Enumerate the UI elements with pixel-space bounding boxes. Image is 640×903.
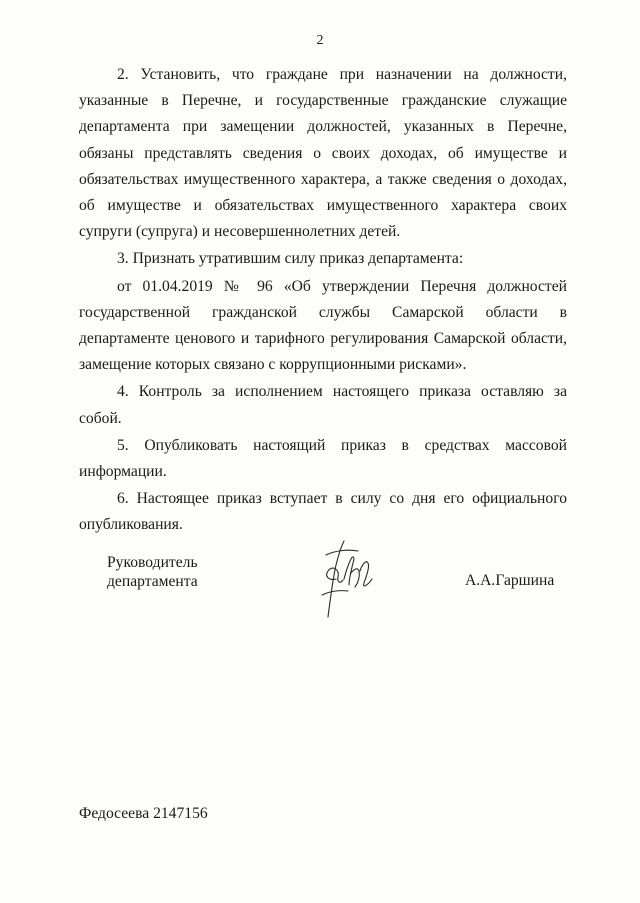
paragraph-item-3-order-reference: от 01.04.2019 № 96 «Об утверждении Перечня должностей государственной гражданской службы Самарской области в департаменте ценового и тарифного регулирования Самарской области, замещение которых связано с коррупционными рисками».	[79, 277, 567, 374]
signatory-position	[107, 553, 198, 591]
executor-info: Федосеева 2147156	[79, 805, 208, 822]
page-number: 2	[316, 33, 324, 48]
paragraph-item-3: 3. Признать утратившим силу приказ департамента:	[117, 250, 464, 268]
signatory-position-line1: Руководитель	[107, 554, 198, 571]
paragraph-item-6: 6. Настоящее приказ вступает в силу со дня его официального опубликования.	[79, 490, 567, 534]
paragraph-item-2: 2. Установить, что граждане при назначении на должности, указанные в Перечне, и государственные гражданские служащие департамента при замещении должностей, указанных в Перечне, обязаны представлять сведения о своих доходах, об имуществе и обязательствах имущественного характера, а также сведения о доходах, об имуществе и обязательствах имущественного характера своих супруги (супруга) и несовершеннолетних детей.	[79, 66, 567, 241]
signatory-position-line2: департамента	[107, 573, 198, 590]
document-body	[79, 62, 567, 539]
handwritten-signature	[318, 535, 380, 623]
paragraph-item-5: 5. Опубликовать настоящий приказ в средствах массовой информации.	[79, 436, 567, 481]
paragraph-item-4: 4. Контроль за исполнением настоящего приказа оставляю за собой.	[79, 383, 567, 427]
signer-name: А.А.Гаршина	[465, 572, 555, 589]
